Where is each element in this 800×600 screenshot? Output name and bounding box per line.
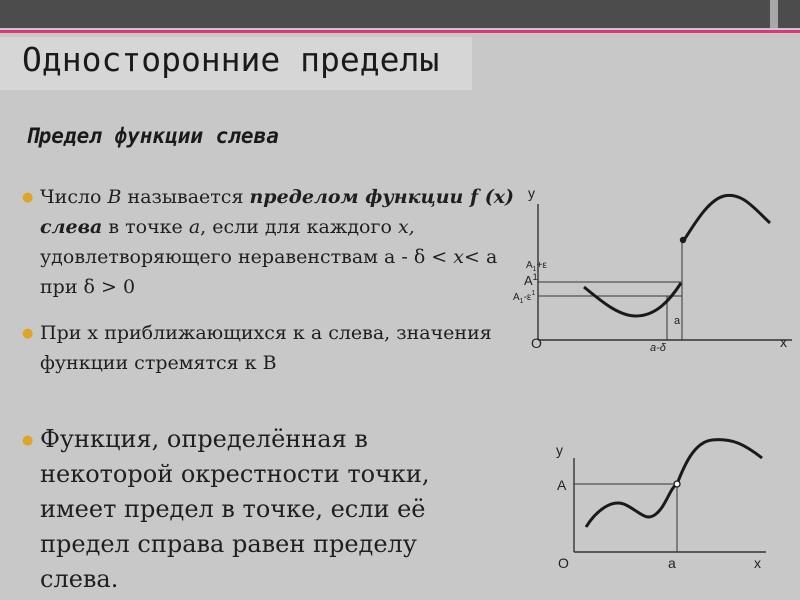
text-part: , если для каждого <box>200 216 398 238</box>
label-part: -ε <box>523 292 532 303</box>
label-part: 1 <box>519 298 524 305</box>
curve-right-branch <box>684 195 770 240</box>
continuous-graph <box>556 440 766 571</box>
origin-label: О <box>531 335 542 351</box>
a-label-2: a <box>668 555 676 571</box>
bullet-marker: ● <box>22 190 34 205</box>
label-part: 1 <box>531 290 536 297</box>
x-label: x <box>780 334 787 350</box>
text-part: называется <box>121 186 250 208</box>
bullet-marker: ● <box>22 433 34 448</box>
a-minus-delta-label: a-δ <box>650 342 666 354</box>
text-part: в точке <box>102 216 189 238</box>
y-label-2: y <box>556 442 563 458</box>
a-label: a <box>674 315 681 327</box>
label-part: А <box>513 292 520 303</box>
point-marker <box>674 481 680 487</box>
label-part: А <box>524 273 533 288</box>
a1-label <box>524 272 538 288</box>
left-limit-graph <box>513 185 792 354</box>
label-part: 1 <box>532 266 537 273</box>
text-part: a <box>188 216 201 238</box>
curve-left-branch <box>584 283 681 316</box>
text-part: x <box>453 246 464 268</box>
text-part: удовлетворяющего неравенствам а - δ < <box>40 246 454 268</box>
y-label: y <box>528 185 535 201</box>
label-part: А <box>526 260 533 271</box>
label-part: +ε <box>536 260 547 271</box>
slide-subtitle: Предел функции слева <box>26 124 279 148</box>
bullet-approach: При x приближающихся к а слева, значения функции стремятся к В <box>40 322 492 374</box>
text-part: Число <box>40 186 108 208</box>
bullet-limit-condition: Функция, определённая в некоторой окрестности точки, имеет предел в точке, если её предел справа равен пределу слева. <box>40 425 430 593</box>
jump-point <box>680 237 686 243</box>
slide-title: Односторонние пределы <box>22 40 440 79</box>
text-part: пределом функции f (x) слева <box>40 186 515 238</box>
x-label-2: x <box>754 555 761 571</box>
text-part: < a при δ > 0 <box>40 246 498 298</box>
text-part: В <box>107 186 122 208</box>
a1-minus-eps-label <box>513 290 535 305</box>
label-part: 1 <box>532 272 538 282</box>
origin-label-2: О <box>558 555 569 571</box>
bullet-marker: ● <box>22 326 34 341</box>
text-part: x, <box>397 216 415 238</box>
A-label: А <box>557 477 567 493</box>
